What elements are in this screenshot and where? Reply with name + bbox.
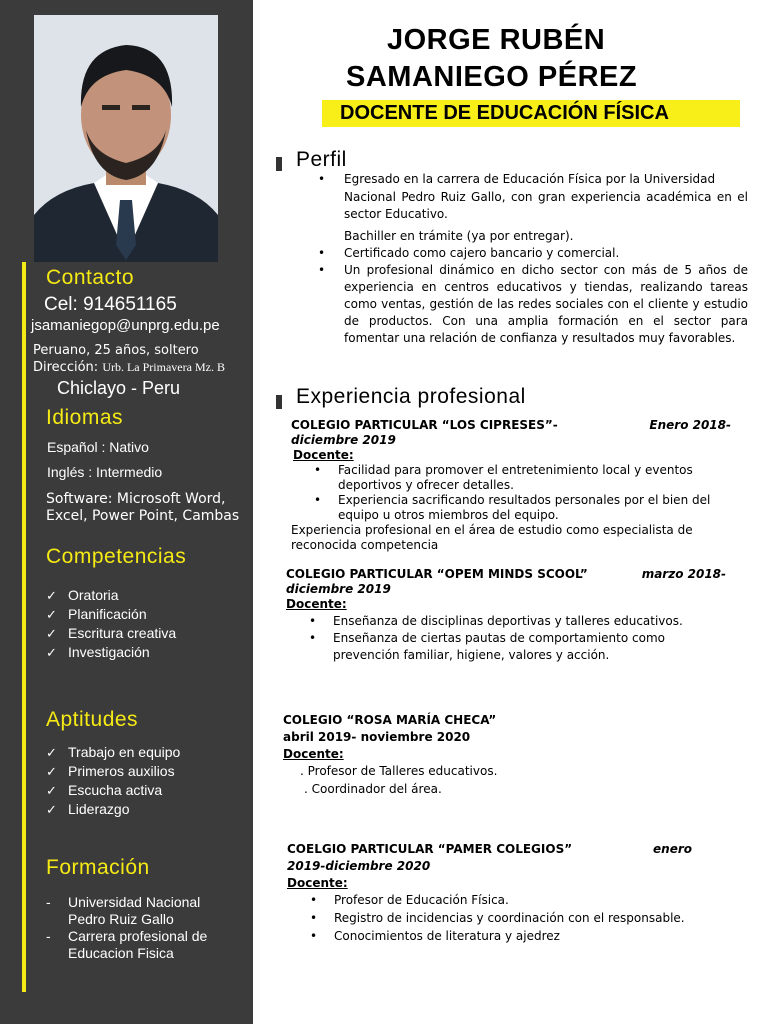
list-item: - Carrera profesional de Educacion Fisica [46, 928, 208, 961]
experiencia-heading: Experiencia profesional [296, 385, 526, 408]
section-marker [276, 395, 282, 409]
job-date: diciembre 2019 [291, 433, 396, 447]
bullet: • [310, 893, 318, 907]
check-icon: ✓ [46, 745, 57, 760]
formacion-heading: Formación [46, 856, 150, 879]
name-line-1: JORGE RUBÉN [387, 24, 606, 56]
list-item: • Enseñanza de disciplinas deportivas y talleres educativos. [309, 614, 683, 628]
perfil-content [300, 173, 748, 347]
job-note: Experiencia profesional en el área de estudio como especialista de reconocida competencia [291, 523, 693, 552]
sidebar-accent-line [22, 262, 26, 992]
competencias-heading: Competencias [46, 545, 187, 568]
address-label: Dirección: [33, 360, 99, 375]
phone-number: Cel: 914651165 [44, 294, 177, 315]
sidebar [0, 0, 253, 1024]
bullet: • [314, 493, 322, 507]
bullet: • [310, 911, 318, 925]
check-icon: ✓ [46, 588, 57, 603]
bullet: • [318, 172, 326, 186]
profile-photo [34, 15, 218, 262]
list-item: • Facilidad para promover el entretenimiento local y eventos deportivos y ofrecer detalles. [314, 463, 693, 492]
perfil-text: Bachiller en trámite (ya por entregar). [344, 229, 574, 243]
job-role: Docente: [293, 448, 354, 462]
list-item: ✓ Primeros auxilios [46, 763, 175, 779]
section-marker [276, 157, 282, 171]
list-item: ✓ Oratoria [46, 587, 119, 603]
city: Chiclayo - Peru [57, 378, 181, 398]
list-item: • Experiencia sacrificando resultados personales por el bien del equipo u otros miembros del equipo. [314, 493, 711, 522]
job-date: Enero 2018- [649, 418, 731, 432]
list-item: • Un profesional dinámico en dicho sector con más de 5 años de experiencia en centros educativos y tiendas, realizando tareas como ventas, gestión de las redes sociales con el cliente y estudio de productos. Con una amplia formación en el sector para fomentar una relación de confianza y resultados muy favorables. [318, 263, 748, 345]
list-item: • Certificado como cajero bancario y comercial. [318, 246, 620, 260]
school-name: COLEGIO PARTICULAR “LOS CIPRESES”- [291, 418, 558, 432]
name-line-2: SAMANIEGO PÉREZ [346, 61, 638, 93]
bullet: • [318, 246, 326, 260]
job-entry [286, 567, 726, 664]
school-name: COELGIO PARTICULAR “PAMER COLEGIOS” [287, 842, 573, 856]
list-item: ✓ Investigación [46, 644, 150, 660]
list-item: • Profesor de Educación Física. [310, 893, 509, 907]
job-title: DOCENTE DE EDUCACIÓN FÍSICA [340, 102, 669, 124]
check-icon: ✓ [46, 626, 57, 641]
perfil-text: Nacional Pedro Ruiz Gallo, con gran experiencia académica en el sector Educativo. [344, 190, 748, 221]
job-date: marzo 2018- [641, 567, 726, 581]
job-role: Docente: [283, 747, 344, 761]
bullet: • [310, 929, 318, 943]
software-line: Excel, Power Point, Cambas [46, 508, 240, 524]
formacion-list [46, 894, 207, 962]
perfil-heading: Perfil [296, 148, 347, 171]
personal-info: Peruano, 25 años, soltero [33, 343, 199, 358]
job-date: 2019-diciembre 2020 [287, 859, 431, 873]
check-icon: ✓ [46, 764, 57, 779]
list-item: • Registro de incidencias y coordinación con el responsable. [310, 911, 685, 925]
list-item: ✓ Escucha activa [46, 782, 163, 798]
email: jsamaniegop@unprg.edu.pe [31, 317, 220, 334]
competencias-list [46, 586, 176, 662]
language-item: Inglés : Intermedio [47, 464, 163, 480]
list-item: • Conocimientos de literatura y ajedrez [310, 929, 560, 943]
school-name: COLEGIO PARTICULAR “OPEM MINDS SCOOL” [286, 567, 588, 581]
list-item: • Enseñanza de ciertas pautas de comportamiento como prevención familiar, higiene, valores y acción. [309, 631, 665, 662]
list-item: ✓ Trabajo en equipo [46, 744, 181, 760]
bullet: • [309, 614, 317, 628]
dash-bullet: - [46, 928, 51, 944]
job-entry [291, 418, 731, 553]
job-date: enero [653, 842, 692, 856]
bullet: • [309, 631, 317, 645]
school-name: COLEGIO “ROSA MARÍA CHECA” [283, 713, 497, 727]
list-item: • Egresado en la carrera de Educación Física por la Universidad [318, 172, 716, 186]
job-role: Docente: [286, 597, 347, 611]
language-item: Español : Nativo [47, 439, 149, 455]
aptitudes-list [46, 743, 180, 819]
software-line: Software: Microsoft Word, [46, 491, 226, 507]
job-date: diciembre 2019 [286, 582, 391, 596]
job-role: Docente: [287, 876, 348, 890]
bullet: • [318, 263, 326, 277]
list-item: . Profesor de Talleres educativos. [300, 764, 498, 778]
address: Urb. La Primavera Mz. B [102, 360, 225, 374]
check-icon: ✓ [46, 607, 57, 622]
job-entry [287, 842, 692, 945]
list-item: ✓ Escritura creativa [46, 625, 177, 641]
check-icon: ✓ [46, 645, 57, 660]
job-date: abril 2019- noviembre 2020 [283, 730, 471, 744]
list-item: . Coordinador del área. [304, 782, 442, 796]
list-item: ✓ Liderazgo [46, 801, 130, 817]
idiomas-heading: Idiomas [46, 406, 124, 429]
dash-bullet: - [46, 894, 51, 910]
aptitudes-heading: Aptitudes [46, 708, 139, 731]
check-icon: ✓ [46, 802, 57, 817]
job-entry [283, 713, 723, 798]
check-icon: ✓ [46, 783, 57, 798]
list-item: - Universidad Nacional Pedro Ruiz Gallo [46, 894, 201, 927]
contacto-heading: Contacto [46, 266, 135, 289]
bullet: • [314, 463, 322, 477]
list-item: ✓ Planificación [46, 606, 147, 622]
